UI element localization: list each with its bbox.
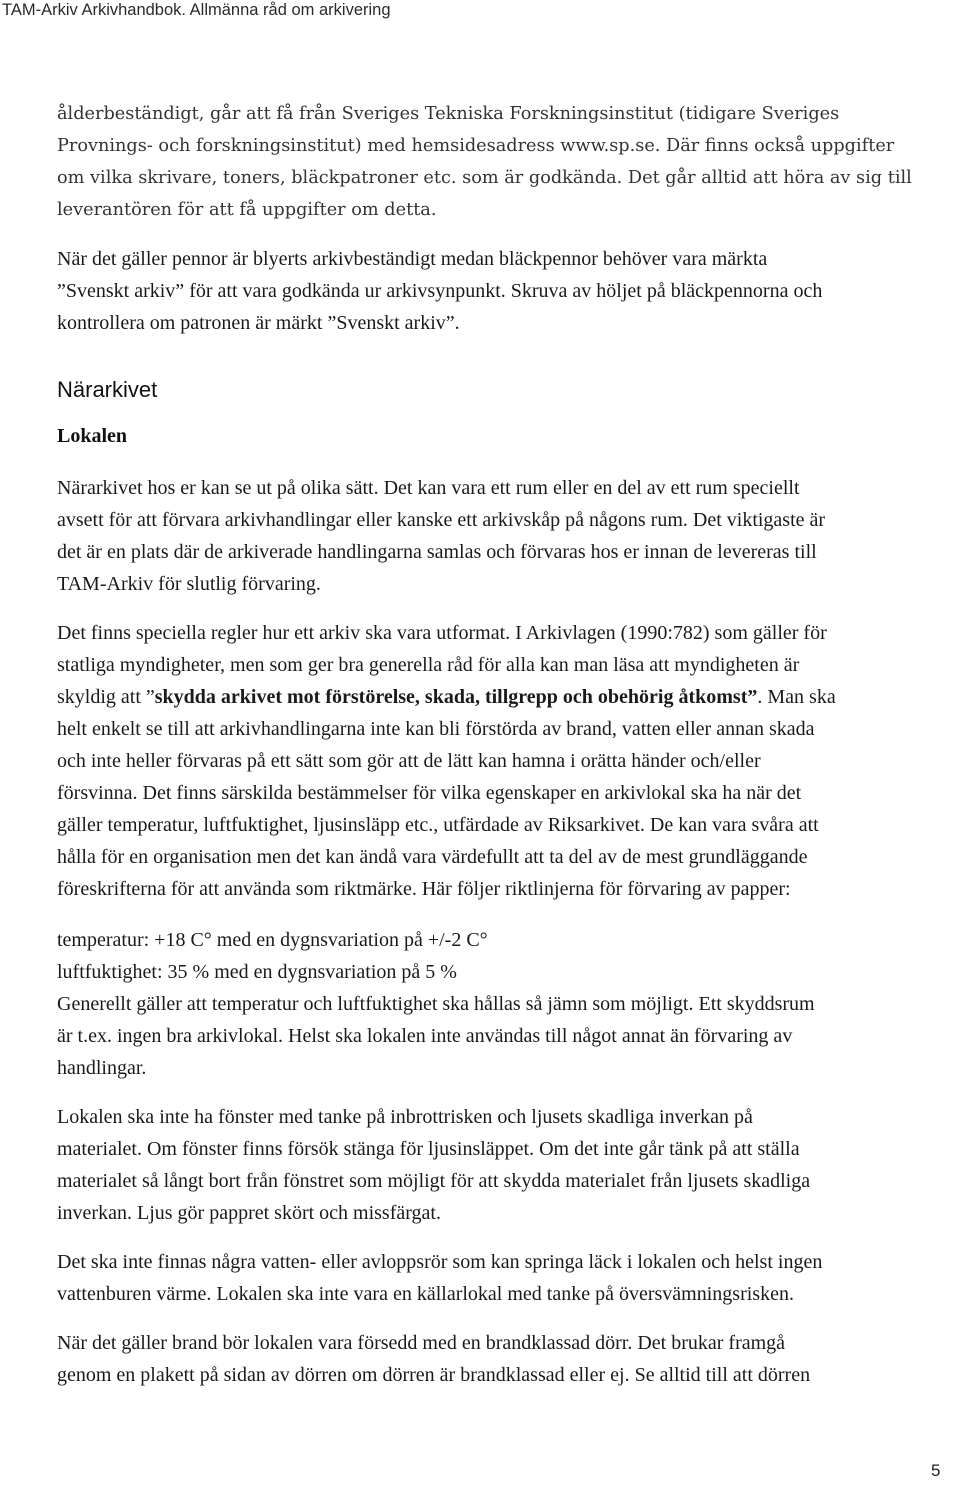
emphasized-quote: skydda arkivet mot förstörelse, skada, tillgrepp och obehörig åtkomst” xyxy=(154,686,758,708)
regler-paragraph xyxy=(57,617,957,905)
temperature-line: temperatur: +18 C° med en dygnsvariation på +/-2 C° xyxy=(57,929,488,951)
text-line: ålderbeständigt, går att få från Sveriges Tekniska Forskningsinstitut (tidigare Sveriges xyxy=(57,104,840,124)
text-line xyxy=(57,681,957,713)
text-line: om vilka skrivare, toners, bläckpatroner etc. som är godkända. Det går alltid att höra av sig till xyxy=(57,168,912,188)
text-line: När det gäller pennor är blyerts arkivbeständigt medan bläckpennor behöver vara märkta xyxy=(57,248,768,270)
text-line: försvinna. Det finns särskilda bestämmelser för vilka egenskaper en arkivlokal ska ha när det xyxy=(57,782,802,804)
text-line: och inte heller förvaras på ett sätt som gör att de lätt kan hamna i orätta händer och/eller xyxy=(57,750,761,772)
text-segment: skyldig att ” xyxy=(57,686,155,708)
text-line: gäller temperatur, luftfuktighet, ljusinsläpp etc., utfärdade av Riksarkivet. De kan vara svåra att xyxy=(57,814,819,836)
text-line: ”Svenskt arkiv” för att vara godkända ur arkivsynpunkt. Skruva av höljet på bläckpennorna och xyxy=(57,280,823,302)
text-line: helt enkelt se till att arkivhandlingarna inte kan bli förstörda av brand, vatten eller annan skada xyxy=(57,718,815,740)
riktlinjer-paragraph xyxy=(57,924,957,1084)
text-segment: . Man ska xyxy=(757,686,836,708)
text-line: kontrollera om patronen är märkt ”Svenskt arkiv”. xyxy=(57,312,460,334)
text-line: Närarkivet hos er kan se ut på olika sätt. Det kan vara ett rum eller en del av ett rum speciellt xyxy=(57,477,800,499)
text-line: avsett för att förvara arkivhandlingar eller kanske ett arkivskåp på någons rum. Det viktigaste är xyxy=(57,509,826,531)
humidity-line: luftfuktighet: 35 % med en dygnsvariation på 5 % xyxy=(57,961,457,983)
page-body xyxy=(57,98,957,1391)
text-line: inverkan. Ljus gör pappret skört och missfärgat. xyxy=(57,1202,441,1224)
text-line: föreskrifterna för att använda som riktmärke. Här följer riktlinjerna för förvaring av papper: xyxy=(57,878,791,900)
fonster-paragraph xyxy=(57,1101,957,1229)
lokalen-paragraph xyxy=(57,472,957,600)
text-line: genom en plakett på sidan av dörren om dörren är brandklassad eller ej. Se alltid till att dörren xyxy=(57,1364,811,1386)
text-line: materialet. Om fönster finns försök stänga för ljusinsläppet. Om det inte går tänk på att ställa xyxy=(57,1138,800,1160)
text-line: materialet så långt bort från fönstret som möjligt för att skydda materialet från ljusets skadliga xyxy=(57,1170,811,1192)
intro-paragraph xyxy=(57,98,957,226)
text-line: leverantören för att få uppgifter om detta. xyxy=(57,200,437,220)
vatten-paragraph xyxy=(57,1246,957,1310)
text-line: statliga myndigheter, men som ger bra generella råd för alla kan man läsa att myndigheten är xyxy=(57,654,800,676)
text-line: det är en plats där de arkiverade handlingarna samlas och förvaras hos er innan de levereras till xyxy=(57,541,817,563)
text-line: hålla för en organisation men det kan ändå vara värdefullt att ta del av de mest grundläggande xyxy=(57,846,808,868)
running-header: TAM-Arkiv Arkivhandbok. Allmänna råd om arkivering xyxy=(2,1,391,19)
pens-paragraph xyxy=(57,243,957,339)
text-line: TAM-Arkiv för slutlig förvaring. xyxy=(57,573,321,595)
text-line: Det ska inte finnas några vatten- eller avloppsrör som kan springa läck i lokalen och helst ingen xyxy=(57,1251,823,1273)
page-number: 5 xyxy=(931,1461,941,1480)
text-line: vattenburen värme. Lokalen ska inte vara en källarlokal med tanke på översvämningsrisken. xyxy=(57,1283,794,1305)
text-line: Det finns speciella regler hur ett arkiv ska vara utformat. I Arkivlagen (1990:782) som gäller för xyxy=(57,622,827,644)
brand-paragraph xyxy=(57,1327,957,1391)
text-line: Lokalen ska inte ha fönster med tanke på inbrottrisken och ljusets skadliga inverkan på xyxy=(57,1106,753,1128)
sub-heading: Lokalen xyxy=(57,425,128,447)
text-line: Generellt gäller att temperatur och luftfuktighet ska hållas så jämn som möjligt. Ett skyddsrum xyxy=(57,993,815,1015)
text-line: Provnings- och forskningsinstitut) med hemsidesadress www.sp.se. Där finns också uppgifter xyxy=(57,136,895,156)
section-heading: Närarkivet xyxy=(57,377,158,402)
text-line: är t.ex. ingen bra arkivlokal. Helst ska lokalen inte användas till något annat än förvaring av xyxy=(57,1025,793,1047)
text-line: När det gäller brand bör lokalen vara försedd med en brandklassad dörr. Det brukar framgå xyxy=(57,1332,786,1354)
text-line: handlingar. xyxy=(57,1057,147,1079)
